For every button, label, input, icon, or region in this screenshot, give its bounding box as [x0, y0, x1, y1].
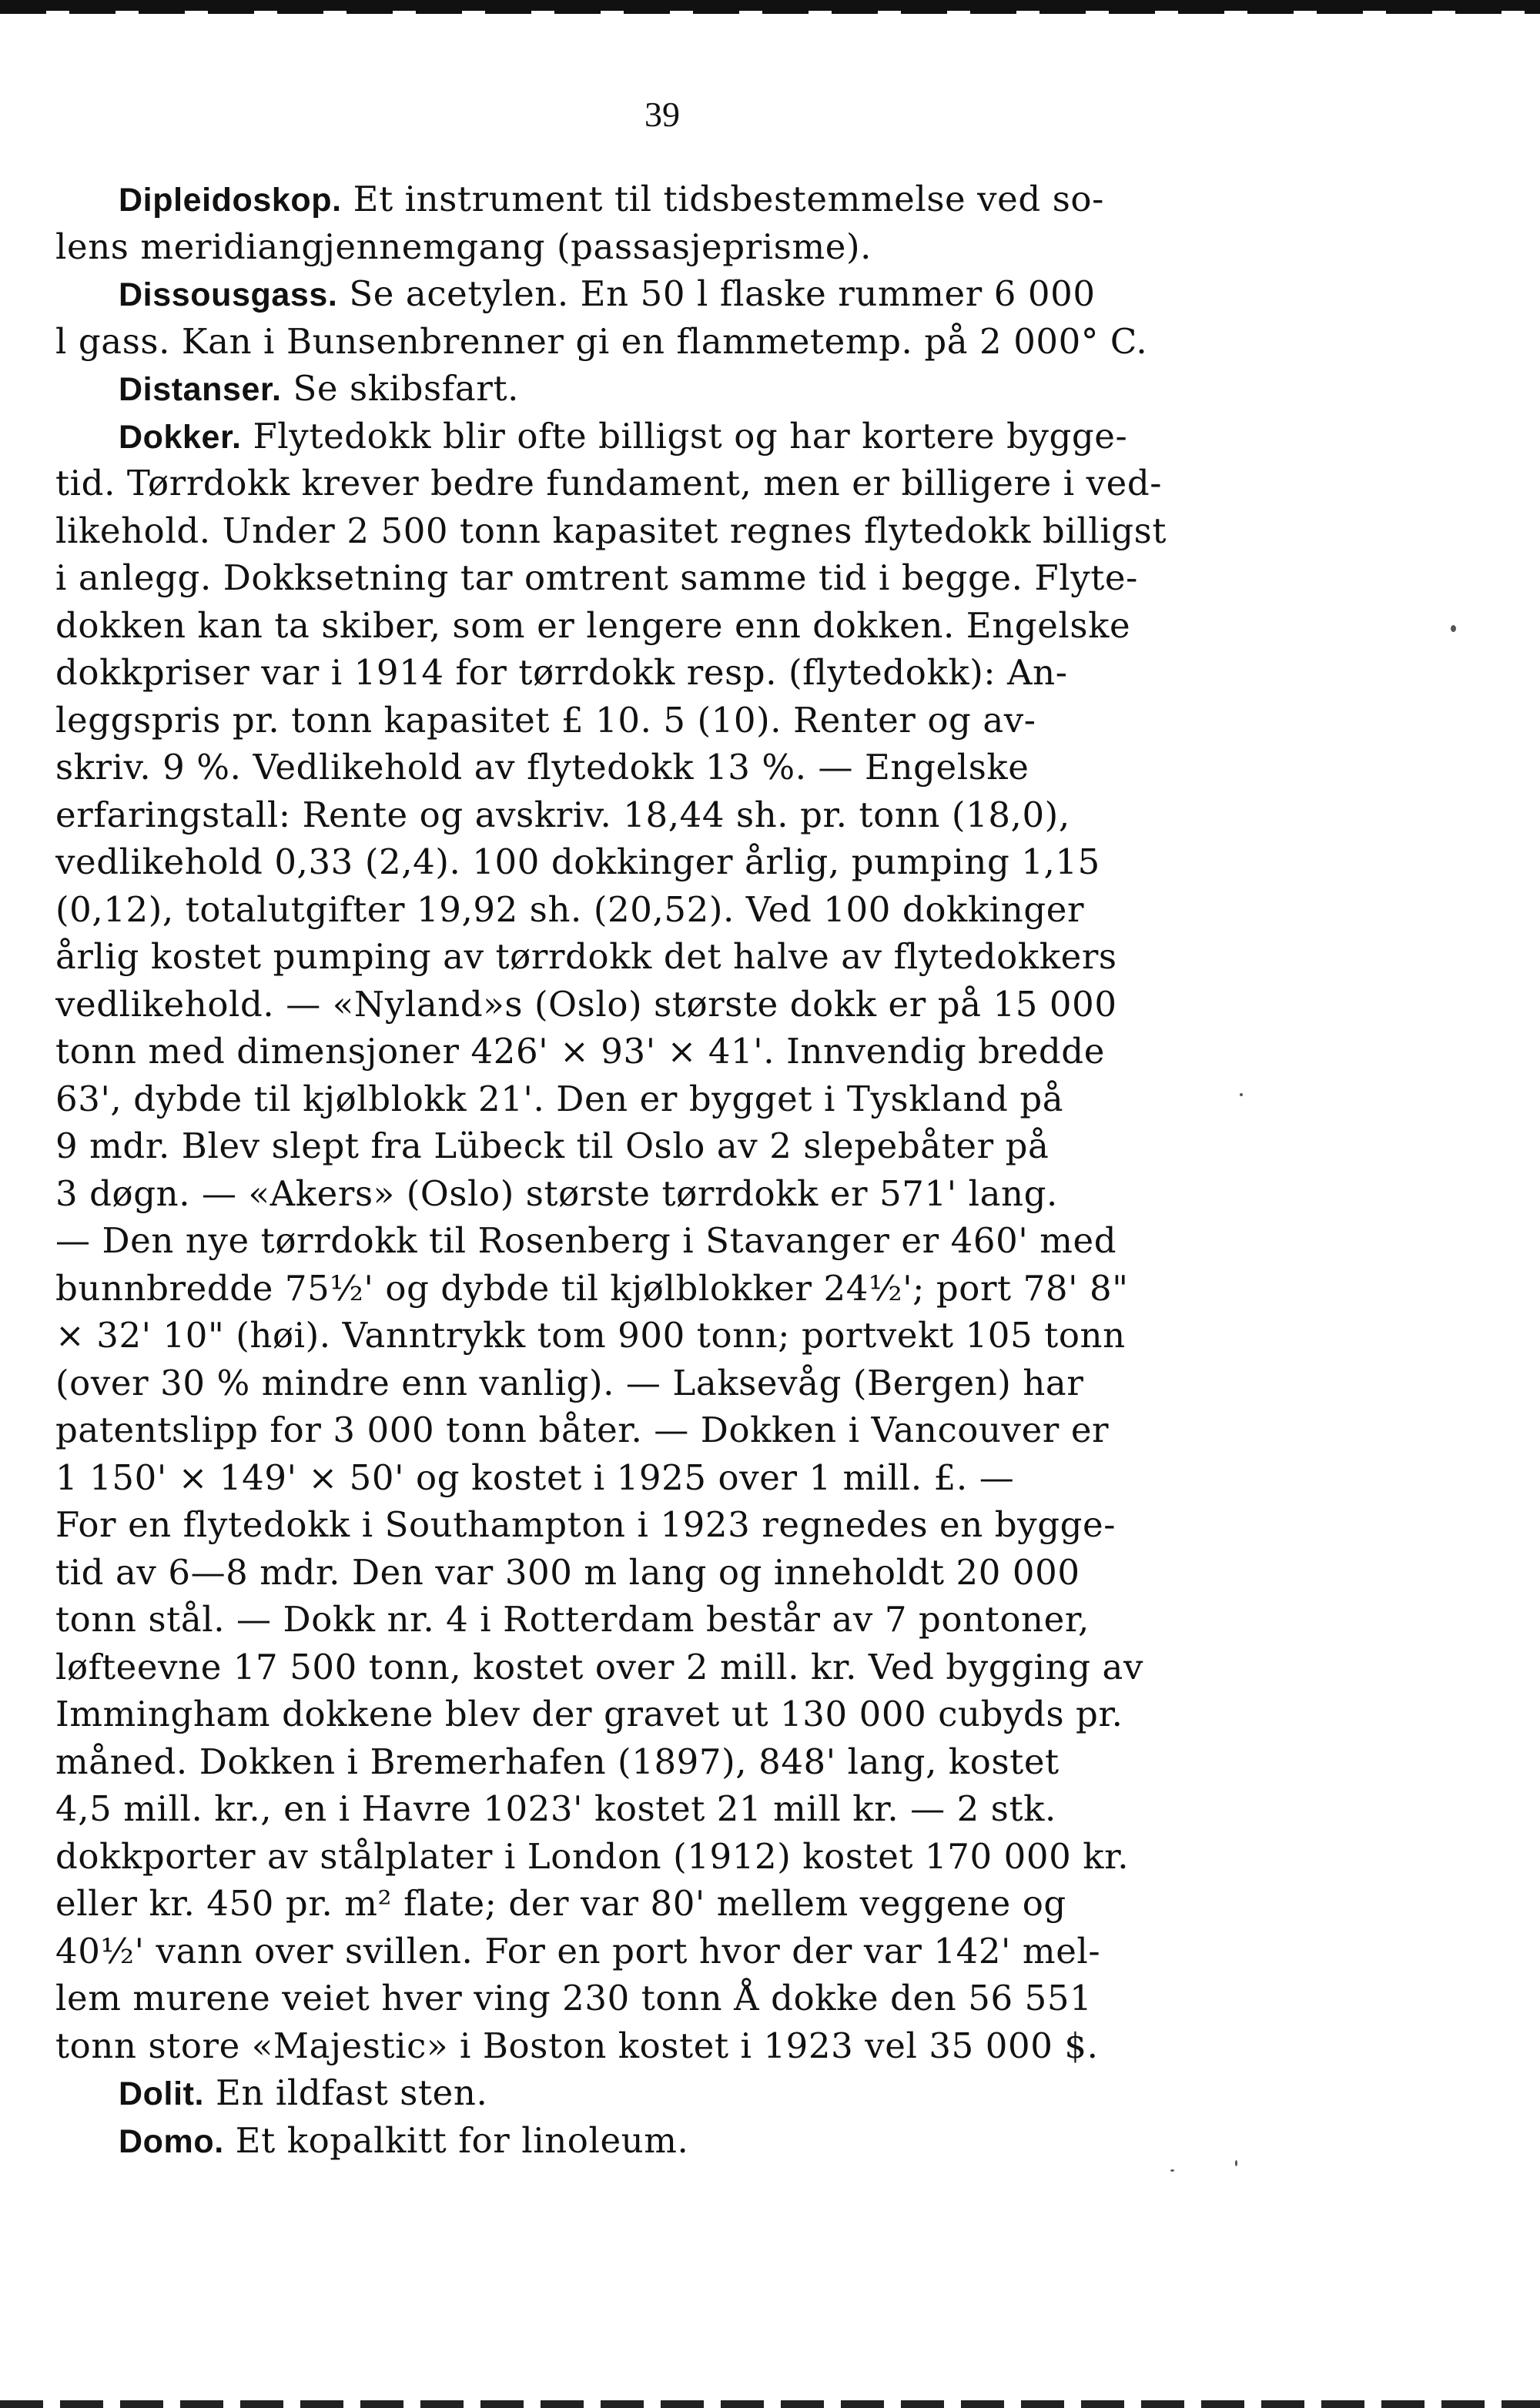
line-text: 4,5 mill. kr., en i Havre 1023' kostet 21 mill kr. — 2 stk. — [55, 1788, 1056, 1829]
line-text: lens meridiangjennemgang (passasjeprisme). — [55, 226, 872, 267]
text-line — [55, 981, 1257, 1028]
text-line — [55, 933, 1257, 981]
line-text: bunnbredde 75½' og dybde til kjølblokker 24½'; port 78' 8" — [55, 1267, 1129, 1309]
text-line — [55, 744, 1257, 791]
entry-headword: Domo. — [119, 2122, 224, 2160]
line-text: tid. Tørrdokk krever bedre fundament, men er billigere i ved- — [55, 463, 1163, 503]
scan-speck — [1240, 1093, 1243, 1096]
line-text: måned. Dokken i Bremerhafen (1897), 848' lang, kostet — [55, 1741, 1060, 1782]
entry-headword: Dipleidoskop. — [119, 182, 342, 219]
line-text: Flytedokk blir ofte billigst og har kortere bygge- — [241, 415, 1128, 457]
line-text: (0,12), totalutgifter 19,92 sh. (20,52). Ved 100 dokkinger — [55, 888, 1085, 930]
line-text: For en flytedokk i Southampton i 1923 regnedes en bygge- — [55, 1504, 1116, 1545]
text-line — [55, 2022, 1257, 2070]
entry-first-line — [55, 2117, 1257, 2165]
text-line — [55, 886, 1257, 934]
line-text: lem murene veiet hver ving 230 tonn Å dokke den 56 551 — [55, 1978, 1093, 2018]
entry-first-line — [55, 413, 1257, 460]
text-line — [55, 1785, 1257, 1833]
bottom-border — [0, 2400, 1540, 2408]
line-text: 63', dybde til kjølblokk 21'. Den er bygget i Tyskland på — [55, 1078, 1064, 1119]
dictionary-text — [55, 176, 1257, 2164]
text-line — [55, 697, 1257, 744]
entry-headword: Dolit. — [119, 2075, 205, 2112]
text-line — [55, 1738, 1257, 1786]
text-line — [55, 649, 1257, 697]
scan-speck — [1235, 2160, 1237, 2166]
line-text: Immingham dokkene blev der gravet ut 130 000 cubyds pr. — [55, 1694, 1123, 1734]
line-text: dokken kan ta skiber, som er lengere enn dokken. Engelske — [55, 604, 1131, 646]
text-line — [55, 1265, 1257, 1313]
entry-headword: Distanser. — [119, 371, 282, 408]
line-text: dokkpriser var i 1914 for tørrdokk resp. (flytedokk): An- — [55, 652, 1068, 693]
line-text: Se acetylen. En 50 l flaske rummer 6 000 — [337, 273, 1096, 314]
text-line — [55, 1075, 1257, 1123]
text-line — [55, 1928, 1257, 1975]
text-line — [55, 602, 1257, 650]
line-text: En ildfast sten. — [204, 2072, 488, 2113]
line-text: (over 30 % mindre enn vanlig). — Laksevåg (Bergen) har — [55, 1362, 1084, 1403]
text-line — [55, 1454, 1257, 1502]
entry-headword: Dissousgass. — [119, 276, 338, 313]
page-number: 39 — [644, 95, 680, 134]
line-text: likehold. Under 2 500 tonn kapasitet regnes flytedokk billigst — [55, 510, 1167, 551]
top-border — [0, 0, 1540, 11]
line-text: leggspris pr. tonn kapasitet £ 10. 5 (10). Renter og av- — [55, 699, 1036, 741]
entry-first-line — [55, 176, 1257, 223]
line-text: skriv. 9 %. Vedlikehold av flytedokk 13 %. — Engelske — [55, 747, 1029, 788]
line-text: i anlegg. Dokksetning tar omtrent samme tid i begge. Flyte- — [55, 557, 1138, 598]
line-text: dokkporter av stålplater i London (1912) kostet 170 000 kr. — [55, 1835, 1130, 1877]
line-text: — Den nye tørrdokk til Rosenberg i Stavanger er 460' med — [55, 1220, 1117, 1261]
line-text: årlig kostet pumping av tørrdokk det halve av flytedokkers — [55, 936, 1117, 977]
entry-first-line — [55, 2069, 1257, 2117]
text-line — [55, 1975, 1257, 2022]
text-line — [55, 1880, 1257, 1928]
text-line — [55, 838, 1257, 886]
line-text: Se skibsfart. — [281, 368, 520, 409]
text-line — [55, 791, 1257, 839]
line-text: 1 150' × 149' × 50' og kostet i 1925 over 1 mill. £. — — [55, 1457, 1015, 1498]
line-text: tonn stål. — Dokk nr. 4 i Rotterdam består av 7 pontoner, — [55, 1599, 1090, 1640]
entry-first-line — [55, 270, 1257, 318]
text-line — [55, 1028, 1257, 1075]
line-text: l gass. Kan i Bunsenbrenner gi en flammetemp. på 2 000° C. — [55, 320, 1148, 362]
line-text: 40½' vann over svillen. For en port hvor der var 142' mel- — [55, 1930, 1101, 1972]
line-text: løfteevne 17 500 tonn, kostet over 2 mill. kr. Ved bygging av — [55, 1646, 1143, 1687]
text-line — [55, 1170, 1257, 1218]
line-text: tid av 6—8 mdr. Den var 300 m lang og inneholdt 20 000 — [55, 1551, 1080, 1593]
line-text: Et instrument til tidsbestemmelse ved so- — [341, 179, 1104, 219]
text-line — [55, 1501, 1257, 1549]
text-line — [55, 1312, 1257, 1360]
text-line — [55, 1691, 1257, 1738]
text-line — [55, 1217, 1257, 1265]
line-text: eller kr. 450 pr. m² flate; der var 80' mellem veggene og — [55, 1883, 1066, 1924]
line-text: vedlikehold 0,33 (2,4). 100 dokkinger årlig, pumping 1,15 — [55, 841, 1100, 882]
text-line — [55, 1833, 1257, 1881]
text-line — [55, 1122, 1257, 1170]
line-text: 9 mdr. Blev slept fra Lübeck til Oslo av 2 slepebåter på — [55, 1125, 1050, 1166]
text-line — [55, 554, 1257, 602]
line-text: 3 døgn. — «Akers» (Oslo) største tørrdokk er 571' lang. — [55, 1172, 1058, 1214]
text-line — [55, 1360, 1257, 1407]
entry-headword: Dokker. — [119, 418, 242, 456]
text-line — [55, 1549, 1257, 1597]
text-line — [55, 460, 1257, 507]
text-line — [55, 507, 1257, 555]
line-text: tonn med dimensjoner 426' × 93' × 41'. Innvendig bredde — [55, 1031, 1105, 1072]
top-border-tail — [0, 11, 1540, 14]
text-line — [55, 1406, 1257, 1454]
line-text: vedlikehold. — «Nyland»s (Oslo) største dokk er på 15 000 — [55, 983, 1117, 1025]
text-line — [55, 318, 1257, 366]
text-line — [55, 1644, 1257, 1691]
line-text: Et kopalkitt for linoleum. — [223, 2119, 689, 2161]
line-text: tonn store «Majestic» i Boston kostet i 1923 vel 35 000 $. — [55, 2025, 1099, 2066]
text-line — [55, 1596, 1257, 1644]
line-text: erfaringstall: Rente og avskriv. 18,44 sh. pr. tonn (18,0), — [55, 794, 1070, 835]
entry-first-line — [55, 365, 1257, 413]
line-text: × 32' 10" (høi). Vanntrykk tom 900 tonn; portvekt 105 tonn — [55, 1315, 1126, 1356]
scan-speck — [1451, 625, 1456, 632]
text-line — [55, 223, 1257, 271]
scan-speck — [1170, 2169, 1174, 2172]
line-text: patentslipp for 3 000 tonn båter. — Dokken i Vancouver er — [55, 1410, 1110, 1450]
